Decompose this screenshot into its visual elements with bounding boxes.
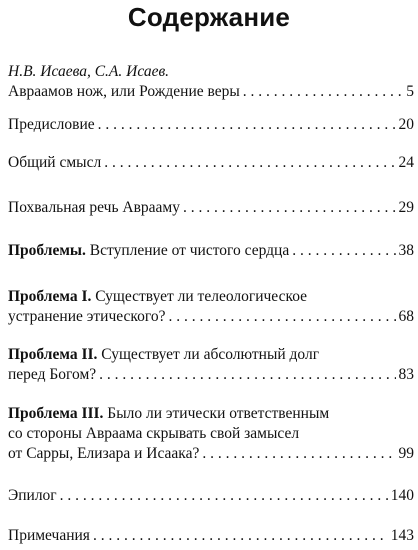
toc-page-number: 68 xyxy=(398,308,414,325)
toc-page-number: 143 xyxy=(390,527,414,544)
toc-entry-introduction[interactable] xyxy=(8,62,414,102)
dot-leader xyxy=(183,198,396,218)
toc-page-number: 83 xyxy=(398,366,414,383)
dot-leader xyxy=(60,486,388,506)
toc-page-number: 29 xyxy=(398,199,414,216)
toc-entry-title: Предисловие xyxy=(8,116,95,133)
toc-entry-title: устранение этического? xyxy=(8,308,166,325)
dot-leader xyxy=(93,526,388,546)
dot-leader xyxy=(99,365,395,385)
toc-entry-preface[interactable] xyxy=(8,115,414,135)
toc-page-number: 99 xyxy=(398,445,414,462)
dot-leader xyxy=(202,444,395,464)
toc-entry-label: Проблемы. xyxy=(8,242,86,259)
toc-entry-label: Проблема I. xyxy=(8,288,92,305)
dot-leader xyxy=(243,82,403,102)
page-title: Содержание xyxy=(127,2,291,32)
toc-entry-title: от Сарры, Елизара и Исаака? xyxy=(8,445,200,462)
toc-entry-title: Вступление от чистого сердца xyxy=(89,242,290,259)
dot-leader xyxy=(98,115,396,135)
toc-page-number: 38 xyxy=(398,242,414,259)
toc-entry-problem-2[interactable] xyxy=(8,345,414,385)
toc-entry-notes[interactable] xyxy=(8,526,414,546)
toc-entry-title: перед Богом? xyxy=(8,366,97,383)
toc-entry-title: Эпилог xyxy=(8,487,57,504)
dot-leader xyxy=(169,307,396,327)
toc-entry-label: Проблема III. xyxy=(8,405,104,422)
toc-page-number: 24 xyxy=(398,154,414,171)
toc-entry-problem-1[interactable] xyxy=(8,287,414,327)
toc-page-number: 140 xyxy=(390,487,414,504)
dot-leader xyxy=(292,241,395,261)
toc-entry-eulogy[interactable] xyxy=(8,198,414,218)
toc-entry-title-line: Было ли этически ответственным xyxy=(107,405,330,422)
dot-leader xyxy=(104,153,395,173)
toc-entry-title: Общий смысл xyxy=(8,154,102,171)
toc-entry-title: Примечания xyxy=(8,527,90,544)
toc-entry-title-line: Существует ли абсолютный долг xyxy=(101,346,320,363)
toc-entry-title-line: Существует ли телеологическое xyxy=(95,288,308,305)
toc-entry-problem-3[interactable] xyxy=(8,404,414,464)
toc-entry-title-line: со стороны Авраама скрывать свой замысел xyxy=(8,425,300,442)
toc-entry-title: Авраамов нож, или Рождение веры xyxy=(8,83,240,100)
toc-entry-title: Похвальная речь Аврааму xyxy=(8,199,180,216)
toc-page-number: 20 xyxy=(398,116,414,133)
toc-page-number: 5 xyxy=(406,83,414,100)
toc-entry-authors: Н.В. Исаева, С.А. Исаев. xyxy=(8,63,170,80)
toc-entry-label: Проблема II. xyxy=(8,346,98,363)
toc-entry-epilogue[interactable] xyxy=(8,486,414,506)
toc-entry-problems-intro[interactable] xyxy=(8,241,414,261)
toc-entry-general-meaning[interactable] xyxy=(8,153,414,173)
